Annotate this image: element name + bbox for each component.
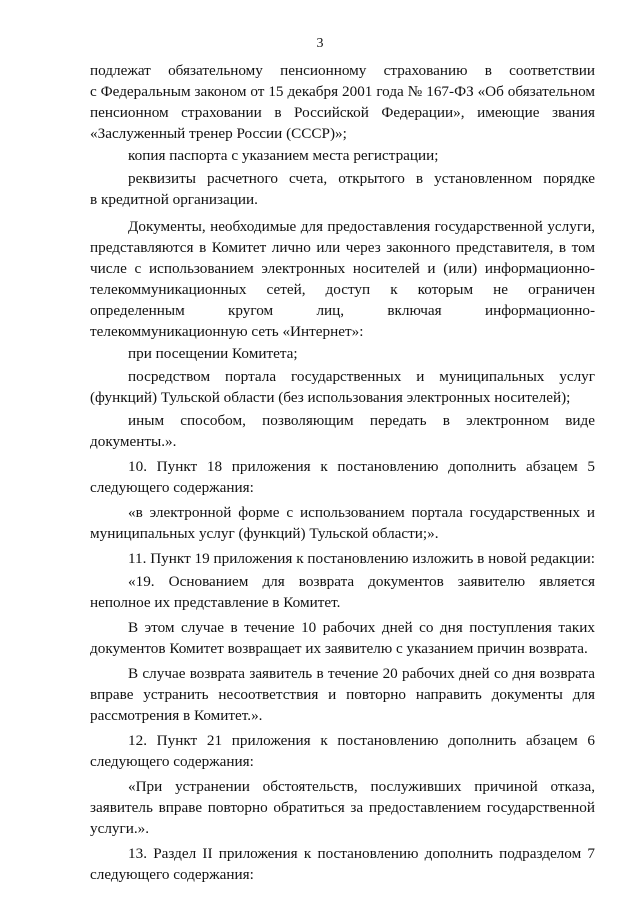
- text-line: «При устранении обстоятельств, послуживших причиной отказа,: [128, 778, 595, 795]
- text-line: «Заслуженный тренер России (СССР)»;: [90, 125, 347, 142]
- text-line: 11. Пункт 19 приложения к постановлению изложить в новой редакции:: [128, 550, 595, 567]
- text-line: иным способом, позволяющим передать в электронном виде: [128, 412, 595, 429]
- text-line: заявитель вправе повторно обратиться за предоставлением государственной: [90, 799, 595, 816]
- paragraph-return-grounds: [90, 571, 595, 613]
- text-line: неполное их представление в Комитет.: [90, 594, 341, 611]
- text-line: телекоммуникационных сетей, доступ к которым не ограничен: [90, 281, 595, 298]
- text-line: «в электронной форме с использованием портала государственных и: [128, 504, 595, 521]
- paragraph-electronic-form: [90, 502, 595, 544]
- text-line: Документы, необходимые для предоставления государственной услуги,: [128, 218, 595, 235]
- text-line: пенсионном страховании в Российской Федерации», имеющие звания: [90, 104, 595, 121]
- text-line: рассмотрения в Комитет.».: [90, 707, 263, 724]
- document-body: [90, 60, 595, 886]
- paragraph-visit-committee: [90, 343, 595, 364]
- paragraph-return-10-days: [90, 617, 595, 659]
- paragraph-item-12: [90, 730, 595, 772]
- paragraph-resubmission-20-days: [90, 663, 595, 726]
- text-line: 13. Раздел II приложения к постановлению дополнить подразделом 7: [128, 845, 595, 862]
- text-line: копия паспорта с указанием места регистрации;: [128, 147, 439, 164]
- text-line: определенным кругом лиц, включая информационно-: [90, 302, 595, 319]
- text-line: телекоммуникационную сеть «Интернет»:: [90, 323, 364, 340]
- text-line: «19. Основанием для возврата документов заявителю является: [128, 573, 595, 590]
- text-line: следующего содержания:: [90, 753, 254, 770]
- text-line: документы.».: [90, 433, 177, 450]
- paragraph-passport-copy: [90, 145, 595, 166]
- text-line: в кредитной организации.: [90, 191, 258, 208]
- text-line: В этом случае в течение 10 рабочих дней со дня поступления таких: [128, 619, 595, 636]
- text-line: вправе устранить несоответствия и повторно направить документы для: [90, 686, 595, 703]
- paragraph-documents-submission: [90, 216, 595, 342]
- text-line: при посещении Комитета;: [128, 345, 298, 362]
- text-line: представляются в Комитет лично или через законного представителя, в том: [90, 239, 595, 256]
- text-line: числе с использованием электронных носителей и (или) информационно-: [90, 260, 595, 277]
- paragraph-bank-details: [90, 168, 595, 210]
- text-line: муниципальных услуг (функций) Тульской области;».: [90, 525, 439, 542]
- paragraph-item-11: [90, 548, 595, 569]
- text-line: (функций) Тульской области (без использования электронных носителей);: [90, 389, 571, 406]
- text-line: с Федеральным законом от 15 декабря 2001 года № 167-ФЗ «Об обязательном: [90, 83, 595, 100]
- paragraph-other-electronic-way: [90, 410, 595, 452]
- text-line: 10. Пункт 18 приложения к постановлению дополнить абзацем 5: [128, 458, 595, 475]
- text-line: 12. Пункт 21 приложения к постановлению дополнить абзацем 6: [128, 732, 595, 749]
- text-line: В случае возврата заявитель в течение 20 рабочих дней со дня возврата: [128, 665, 595, 682]
- text-line: посредством портала государственных и муниципальных услуг: [128, 368, 595, 385]
- text-line: документов Комитет возвращает их заявителю с указанием причин возврата.: [90, 640, 588, 657]
- paragraph-item-10: [90, 456, 595, 498]
- page-number: 3: [316, 36, 324, 51]
- paragraph-via-portal: [90, 366, 595, 408]
- text-line: следующего содержания:: [90, 479, 254, 496]
- paragraph-pension-insurance: [90, 60, 595, 144]
- paragraph-repeat-application: [90, 776, 595, 839]
- text-line: услуги.».: [90, 820, 150, 837]
- paragraph-item-13: [90, 843, 595, 885]
- text-line: следующего содержания:: [90, 866, 254, 883]
- text-line: подлежат обязательному пенсионному страхованию в соответствии: [90, 62, 595, 79]
- text-line: реквизиты расчетного счета, открытого в установленном порядке: [128, 170, 595, 187]
